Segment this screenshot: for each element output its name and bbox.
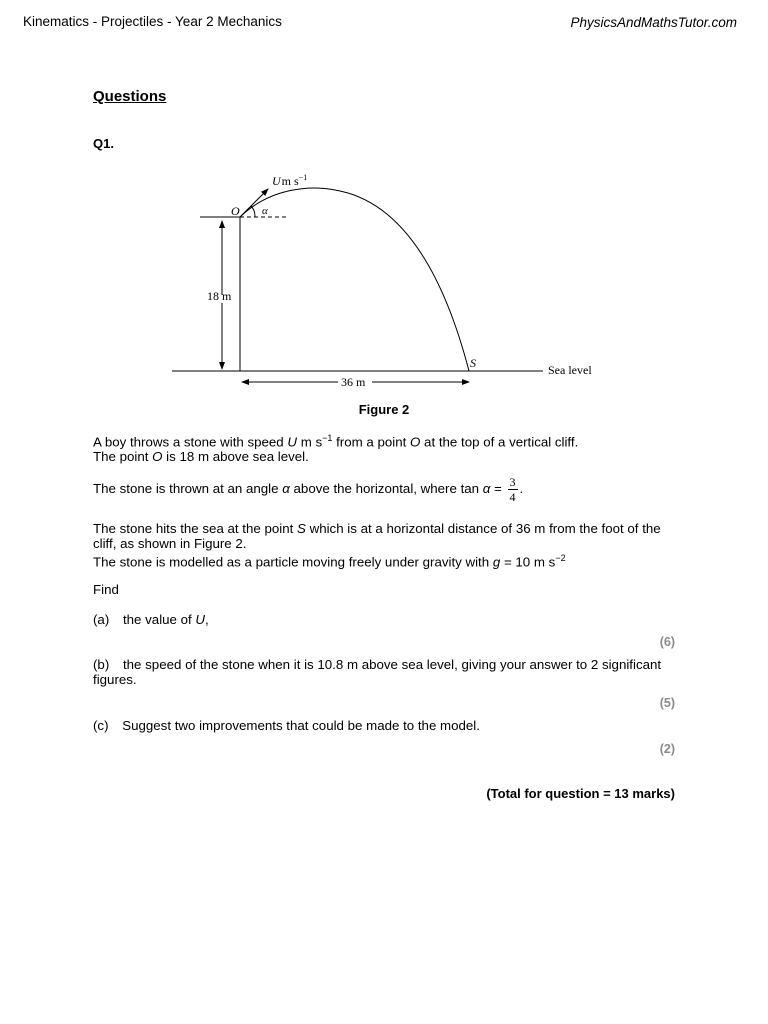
total-marks: (Total for question = 13 marks): [486, 786, 675, 801]
point-o-label: O: [231, 204, 240, 218]
point-s-label: S: [470, 356, 476, 370]
part-a: (a) the value of U,: [93, 612, 209, 627]
part-b-marks: (5): [659, 696, 675, 710]
header-topic: Kinematics - Projectiles - Year 2 Mechanics: [23, 14, 282, 29]
part-c-marks: (2): [659, 742, 675, 756]
part-a-marks: (6): [659, 635, 675, 649]
part-c: (c) Suggest two improvements that could be made to the model.: [93, 718, 480, 733]
paragraph-intro: A boy throws a stone with speed U m $s^{-1}$ from a point O at the top of a vertical cliff. The point O is 18 m above sea level.: [93, 433, 579, 465]
header-site: PhysicsAndMathsTutor.com: [570, 15, 737, 30]
distance-label: 36 m: [341, 375, 366, 389]
part-b: (b) the speed of the stone when it is 10.8 m above sea level, giving your answer to 2 significant figures.: [93, 657, 662, 687]
height-label: 18 m: [207, 289, 232, 303]
trajectory-curve: [240, 188, 469, 371]
tan-fraction: $\frac{3}{4}$: [509, 475, 516, 504]
speed-label: Um $s^{-1}$: [272, 173, 308, 188]
question-number: Q1.: [93, 136, 114, 151]
paragraph-angle: The stone is thrown at an angle α above the horizontal, where tan α = $\frac{3}{4}$ .: [93, 475, 524, 504]
find-label: Find: [93, 582, 119, 597]
page-title: Questions: [93, 88, 167, 105]
figure-caption: Figure 2: [358, 402, 410, 417]
alpha-label: α: [262, 205, 268, 217]
projectile-diagram: [0, 0, 768, 400]
sea-level-label: Sea level: [548, 363, 592, 377]
paragraph-model: The stone hits the sea at the point S which is at a horizontal distance of 36 m from the foot of the cliff, as shown in Figure 2. The stone is modelled as a particle moving freely under gravity with g = 10 m $s^{-2}$: [93, 521, 661, 570]
